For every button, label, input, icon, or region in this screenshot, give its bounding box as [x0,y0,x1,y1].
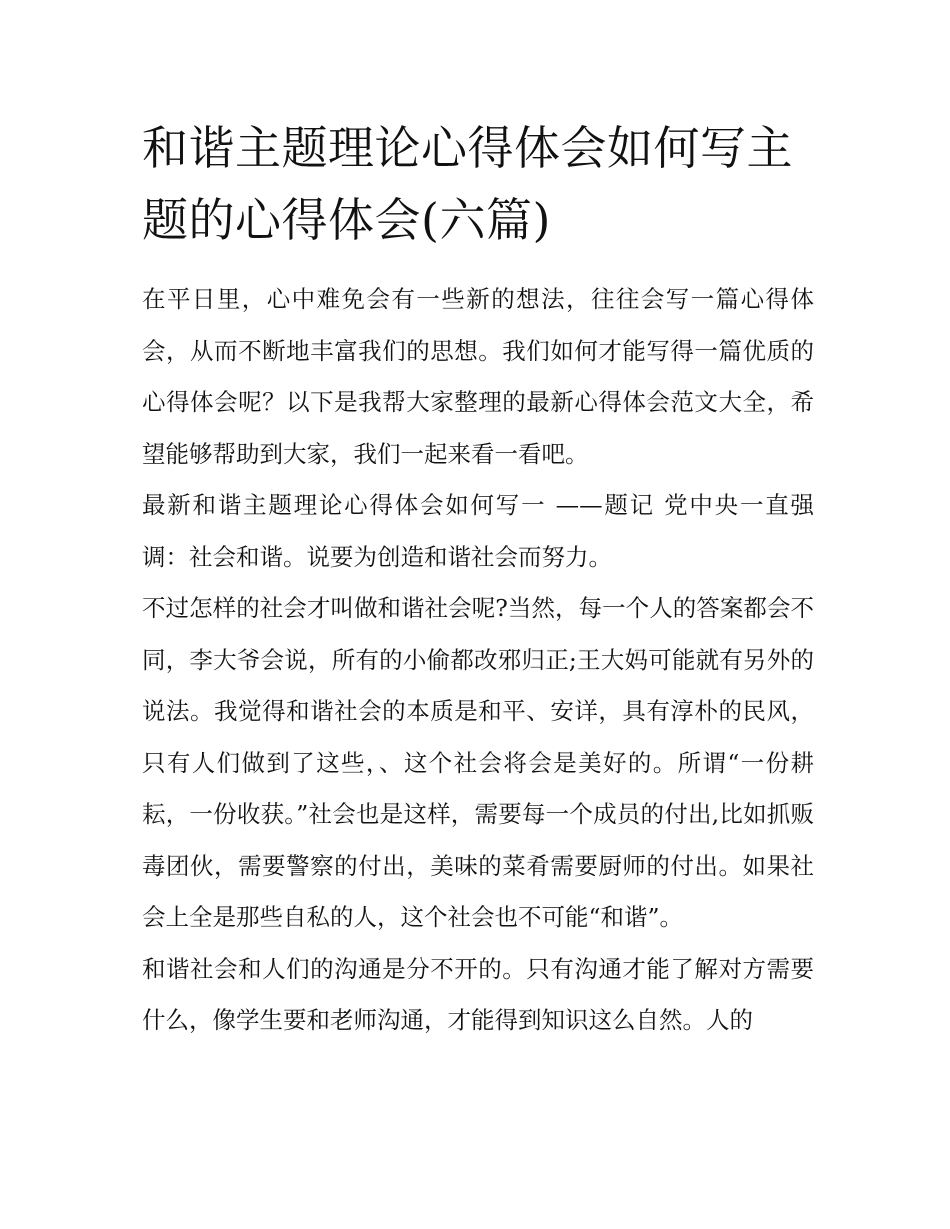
document-body [142,112,814,1047]
paragraph-harmonious-society: 不过怎样的社会才叫做和谐社会呢?当然，每一个人的答案都会不同，李大爷会说，所有的小偷都改邪归正;王大妈可能就有另外的说法。我觉得和谐社会的本质是和平、安详，具有淳朴的民风，只有人们做到了这些，、这个社会将会是美好的。所谓“一份耕耘，一份收获。”社会也是这样，需要每一个成员的付出,比如抓贩毒团伙，需要警察的付出，美味的菜肴需要厨师的付出。如果社会上全是那些自私的人，这个社会也不可能“和谐”。 [142,594,814,931]
paragraph-epigraph: 最新和谐主题理论心得体会如何写一 ——题记 党中央一直强调：社会和谐。说要为创造和谐社会而努力。 [142,491,814,571]
paragraph-intro: 在平日里，心中难免会有一些新的想法，往往会写一篇心得体会，从而不断地丰富我们的思想。我们如何才能写得一篇优质的心得体会呢？以下是我帮大家整理的最新心得体会范文大全，希望能够帮助到大家，我们一起来看一看吧。 [142,285,814,468]
document-title: 和谐主题理论心得体会如何写主题的心得体会(六篇) [142,121,793,247]
paragraph-communication: 和谐社会和人们的沟通是分不开的。只有沟通才能了解对方需要什么，像学生要和老师沟通，才能得到知识这么自然。人的 [142,954,814,1034]
